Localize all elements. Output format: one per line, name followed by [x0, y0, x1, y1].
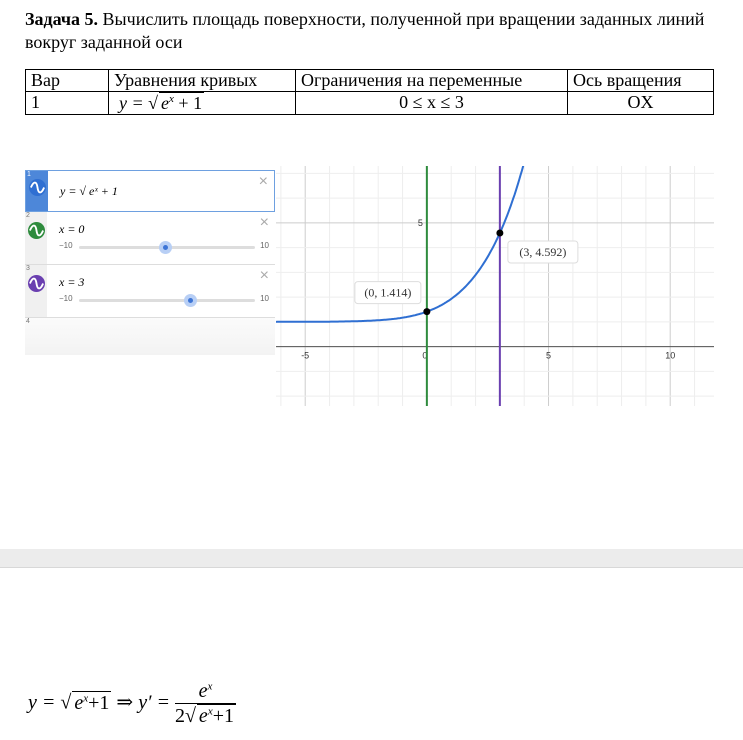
slider-max: 10 — [260, 241, 269, 250]
fraction-num-base: e — [198, 680, 208, 702]
slider-track[interactable] — [79, 299, 255, 302]
header-axis: Ось вращения — [568, 70, 714, 92]
point-marker — [423, 308, 430, 315]
point-marker — [496, 230, 503, 237]
expression-panel — [25, 170, 275, 355]
cell-constraint: 0 ≤ x ≤ 3 — [296, 92, 568, 115]
close-icon[interactable]: × — [259, 214, 269, 231]
fraction-num-exp: x — [207, 680, 213, 693]
wave-icon — [29, 179, 46, 196]
formula-lhs: y = — [28, 691, 56, 714]
header-equation: Уравнения кривых — [109, 70, 296, 92]
cell-axis: OX — [568, 92, 714, 115]
expression-index: 1 — [26, 171, 48, 211]
fraction-den-coef: 2 — [174, 705, 185, 727]
fraction-den-tail: +1 — [212, 705, 234, 727]
slider[interactable] — [59, 294, 269, 306]
x-tick-label: -5 — [301, 350, 310, 361]
task-text: Вычислить площадь поверхности, полученной при вращении заданных линий вокруг заданной оси — [25, 9, 705, 52]
x-tick-label: 0 — [422, 350, 428, 361]
slider-min: −10 — [59, 294, 73, 303]
formula-radicand: e — [74, 691, 84, 714]
expression-index: 4 — [26, 318, 30, 325]
expression-text: y = √ eˣ + 1 — [60, 184, 118, 198]
point-label: (3, 4.592) — [519, 245, 567, 260]
x-tick-label: 10 — [665, 350, 676, 361]
x-tick-label: 5 — [546, 350, 552, 361]
slider-knob[interactable] — [159, 241, 172, 254]
eq-tail: + 1 — [178, 93, 203, 113]
expression-text: x = 0 — [59, 222, 85, 236]
formula-fraction: $\frac{e^x}{2√ e^x+1}$ — [174, 680, 234, 727]
slider[interactable] — [59, 241, 269, 253]
point-label: (0, 1.414) — [364, 285, 412, 300]
slider-track[interactable] — [79, 246, 255, 249]
cell-var: 1 — [26, 92, 109, 115]
formula-rhs: y′ = — [138, 691, 170, 714]
task-statement — [25, 8, 725, 54]
eq-exp: x — [169, 93, 174, 105]
fraction-den-exp: x — [207, 705, 213, 718]
expression-3[interactable] — [25, 265, 275, 318]
slider-max: 10 — [260, 294, 269, 303]
wave-icon — [28, 222, 45, 239]
derivative-formula: y = √ $e^x+1$ ⇒ y′ = $\frac{e^x}{2√ e^x+1}$ — [28, 680, 234, 727]
close-icon[interactable]: × — [258, 173, 268, 190]
graph-canvas[interactable] — [276, 166, 714, 406]
expression-text: x = 3 — [59, 275, 85, 289]
formula-exp: x — [83, 691, 89, 704]
header-var: Вар — [26, 70, 109, 92]
expression-1[interactable] — [25, 170, 275, 212]
wave-icon — [28, 275, 45, 292]
expression-4[interactable] — [25, 318, 275, 348]
eq-radicand: e — [161, 93, 170, 113]
fraction-den-radicand: e — [198, 705, 208, 727]
header-constraint: Ограничения на переменные — [296, 70, 568, 92]
expression-index: 2 — [25, 212, 47, 264]
formula-arrow: ⇒ — [116, 691, 134, 714]
task-label: Задача 5. — [25, 9, 99, 29]
expression-2[interactable] — [25, 212, 275, 265]
page-divider — [0, 549, 743, 568]
formula-tail: +1 — [88, 691, 110, 714]
conditions-table — [25, 69, 714, 115]
y-tick-label: 5 — [417, 217, 423, 228]
eq-lhs: y = — [119, 93, 144, 113]
cell-equation: y = √ $e^x + 1$ — [109, 92, 296, 115]
slider-knob[interactable] — [184, 294, 197, 307]
expression-index: 3 — [25, 265, 47, 317]
slider-min: −10 — [59, 241, 73, 250]
close-icon[interactable]: × — [259, 267, 269, 284]
